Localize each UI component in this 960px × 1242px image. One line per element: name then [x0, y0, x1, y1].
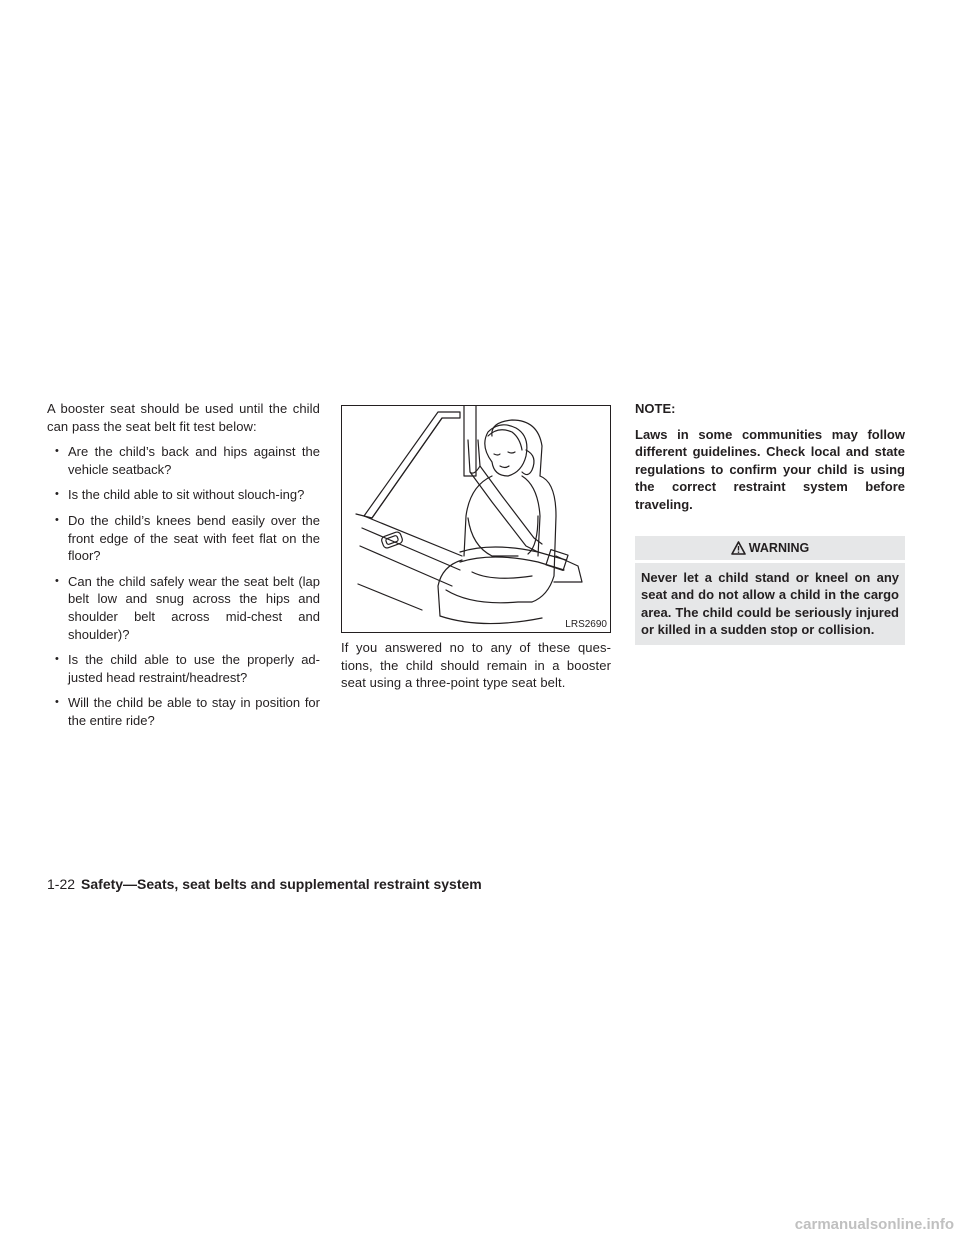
- list-item: • Is the child able to sit without slouch-ing?: [47, 486, 320, 504]
- warning-header: [635, 536, 905, 563]
- note-text: Laws in some communities may follow different guidelines. Check local and state regulations to confirm your child is using the correct restraint system before traveling.: [635, 426, 905, 512]
- watermark: carmanualsonline.info: [794, 1216, 954, 1233]
- right-column: [635, 400, 905, 645]
- list-item: • Can the child safely wear the seat belt (lap belt low and snug across the hips and shoulder belt across mid-chest and shoulder)?: [47, 573, 320, 643]
- list-item: • Are the child’s back and hips against the vehicle seatback?: [47, 443, 320, 478]
- list-item: • Is the child able to use the properly ad-justed head restraint/headrest?: [47, 651, 320, 686]
- list-item: • Do the child’s knees bend easily over the front edge of the seat with feet flat on the floor?: [47, 512, 320, 565]
- booster-paragraph: If you answered no to any of these ques-tions, the child should remain in a booster seat using a three-point type seat belt.: [341, 640, 611, 691]
- middle-column: [341, 400, 611, 692]
- child-booster-seat-illustration: [341, 405, 611, 633]
- page-number: 1-22: [47, 876, 76, 892]
- warning-triangle-icon: [731, 541, 746, 555]
- intro-paragraph: A booster seat should be used until the child can pass the seat belt fit test below:: [47, 401, 320, 434]
- left-column: [47, 400, 320, 738]
- warning-text: Never let a child stand or kneel on any seat and do not allow a child in the cargo area. The child could be seriously injured or killed in a sudden stop or collision.: [641, 569, 899, 638]
- list-item: • Will the child be able to stay in position for the entire ride?: [47, 694, 320, 729]
- fit-test-list: [47, 443, 320, 729]
- warning-box: [635, 536, 905, 645]
- section-title: Safety—Seats, seat belts and supplemental restraint system: [81, 876, 482, 892]
- illustration-drawing: [342, 406, 610, 632]
- note-title: NOTE:: [635, 401, 676, 416]
- page-footer: [47, 876, 482, 892]
- figure-code: LRS2690: [565, 619, 607, 630]
- warning-title: WARNING: [748, 540, 810, 555]
